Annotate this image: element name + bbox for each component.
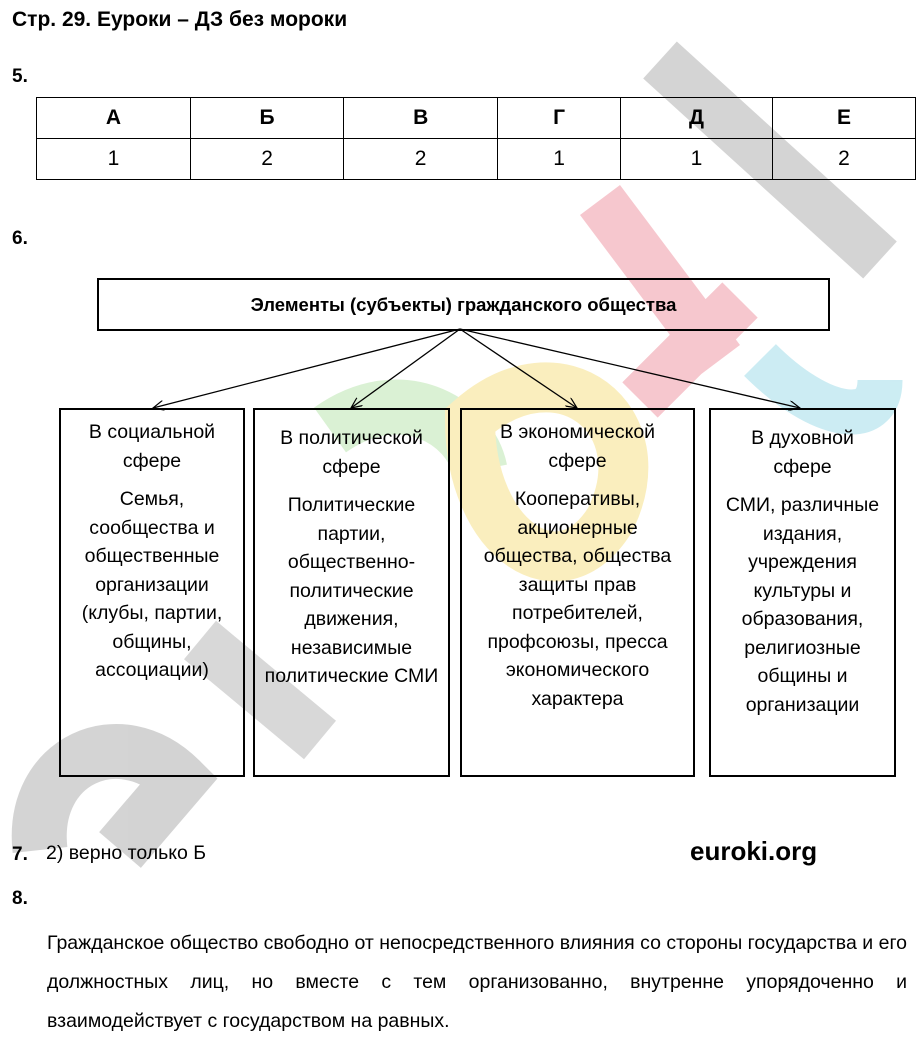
sphere-title: В политической сфере (280, 427, 423, 478)
sphere-box-economic (460, 408, 695, 777)
question-8-number: 8. (12, 888, 28, 909)
table-value-cell: 2 (773, 139, 916, 180)
arrow-to-economic (460, 329, 577, 408)
table-value-cell: 2 (190, 139, 343, 180)
sphere-title: В социальной сфере (88, 421, 216, 472)
question-6-number: 6. (12, 228, 28, 249)
table-header-cell: Е (773, 98, 916, 139)
question-5-number: 5. (12, 66, 28, 87)
table-header-cell: А (37, 98, 191, 139)
arrow-to-spiritual (460, 329, 800, 408)
sphere-content: Семья, сообщества и общественные организации (клубы, партии, общины, ассоциации) (81, 488, 223, 681)
page-title: Стр. 29. Еуроки – ДЗ без мороки (12, 8, 348, 31)
sphere-content: СМИ, различные издания, учреждения культуры и образования, религиозные общины и организации (725, 494, 880, 716)
sphere-box-social (59, 408, 245, 777)
arrow-to-social (153, 329, 460, 408)
sphere-content: Политические партии, общественно-политические движения, независимые политические СМИ (264, 494, 439, 687)
table-value-cell: 1 (498, 139, 621, 180)
table-value-cell: 1 (37, 139, 191, 180)
table-header-cell: В (344, 98, 498, 139)
table-value-cell: 2 (344, 139, 498, 180)
sphere-box-political (253, 408, 450, 777)
table-value-cell: 1 (620, 139, 772, 180)
diagram-root-box: Элементы (субъекты) гражданского общества (97, 278, 830, 331)
table-header-cell: Д (620, 98, 772, 139)
table-header-cell: Б (190, 98, 343, 139)
question-8-answer: Гражданское общество свободно от непосредственного влияния со стороны государства и его должностных лиц, но вместе с тем организованно, внутренне упорядоченно и взаимодействует с государством на равных. (47, 932, 907, 1032)
question-7-answer: 2) верно только Б (46, 842, 207, 864)
site-label: euroki.org (690, 836, 818, 866)
question-7-number: 7. (12, 844, 28, 865)
sphere-content: Кооперативы, акционерные общества, общества защиты прав потребителей, профсоюзы, пресса экономического характера (483, 488, 672, 710)
table-header-cell: Г (498, 98, 621, 139)
arrow-to-political (351, 329, 460, 408)
sphere-title: В духовной сфере (751, 427, 854, 478)
sphere-title: В экономической сфере (499, 421, 656, 472)
sphere-box-spiritual (709, 408, 896, 777)
